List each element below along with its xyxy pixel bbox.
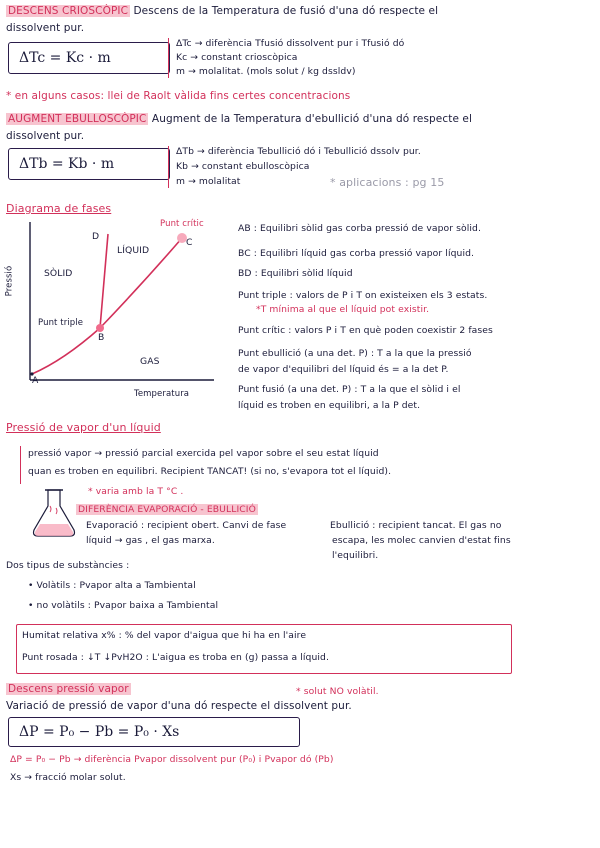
crioscopic-formula: ΔTc = Kc · m <box>8 42 170 74</box>
dos-tipus: Dos tipus de substàncies : <box>6 560 130 571</box>
crioscopic-legend-2: Kc → constant crioscòpica <box>176 52 298 63</box>
tipus-volatils: • Volàtils : Pvapor alta a Tambiental <box>28 580 196 591</box>
fase-item-bd: BD : Equilibri sòlid líquid <box>238 268 353 279</box>
ebulloscopic-title: AUGMENT EBULLOSCÒPIC <box>8 113 147 125</box>
ebulloscopic-formula: ΔTb = Kb · m <box>8 148 170 180</box>
flask-drawing <box>28 486 80 542</box>
ebullicio-line1: Ebullició : recipient tancat. El gas no <box>330 520 502 531</box>
descens-pressio-line1: Variació de pressió de vapor d'una dó respecte el dissolvent pur. <box>6 700 352 712</box>
descens-pressio-title: Descens pressió vapor <box>8 683 129 695</box>
label-pressio: Pressió <box>4 265 15 297</box>
solut-no-volatil: * solut NO volàtil. <box>296 686 379 697</box>
evaporacio-line2: líquid → gas , el gas marxa. <box>86 535 215 546</box>
pressio-vapor-line2: quan es troben en equilibri. Recipient TANCAT! (si no, s'evapora tot el líquid). <box>28 466 392 477</box>
label-b: B <box>98 332 105 343</box>
fase-item-fusio-2: líquid es troben en equilibri, a la P det. <box>238 400 421 411</box>
crioscopic-note: * en alguns casos: llei de Raolt vàlida fins certes concentracions <box>6 90 351 102</box>
punt-rosada: Punt rosada : ↓T ↓PvH2O : L'aigua es troba en (g) passa a líquid. <box>22 652 329 663</box>
diagrama-title: Diagrama de fases <box>6 202 112 215</box>
diferencia-title: DIFERÈNCIA EVAPORACIÓ - EBULLICIÓ <box>78 504 256 515</box>
label-gas: GAS <box>140 356 160 367</box>
ebulloscopic-legend-3: m → molalitat <box>176 176 241 187</box>
aplicacions-pencil: * aplicacions : pg 15 <box>330 176 445 189</box>
fase-item-fusio-1: Punt fusió (a una det. P) : T a la que el sòlid i el <box>238 384 461 395</box>
label-punt-critic: Punt crític <box>160 219 204 229</box>
tipus-no-volatils: • no volàtils : Pvapor baixa a Tambiental <box>28 600 219 611</box>
crioscopic-legend-3: m → molalitat. (mols solut / kg dssldv) <box>176 66 356 77</box>
ebulloscopic-legend-2: Kb → constant ebulloscòpica <box>176 161 310 172</box>
label-d: D <box>92 231 100 242</box>
ebullicio-line2: escapa, les molec canvien d'estat fins <box>332 535 511 546</box>
label-liquid: LÍQUID <box>117 245 150 256</box>
label-c: C <box>186 237 193 248</box>
fase-item-critic: Punt crític : valors P i T en què poden coexistir 2 fases <box>238 325 493 336</box>
fase-item-ebullicio-2: de vapor d'equilibri del líquid és = a la det P. <box>238 364 449 375</box>
ebulloscopic-line2: dissolvent pur. <box>6 130 85 142</box>
humitat-relativa: Humitat relativa x% : % del vapor d'aigua que hi ha en l'aire <box>22 630 307 641</box>
crioscopic-line1: Descens de la Temperatura de fusió d'una dó respecte el <box>133 5 439 17</box>
crioscopic-line2: dissolvent pur. <box>6 22 85 34</box>
evaporacio-line1: Evaporació : recipient obert. Canvi de fase <box>86 520 287 531</box>
pressio-vapor-title: Pressió de vapor d'un líquid <box>6 421 161 434</box>
pressio-vapor-line1: pressió vapor → pressió parcial exercida pel vapor sobre el seu estat líquid <box>28 448 379 459</box>
descens-pressio-formula: ΔP = P₀ − Pb = P₀ · Xs <box>8 717 300 747</box>
label-a: A <box>32 375 39 386</box>
fase-item-ab: AB : Equilibri sòlid gas corba pressió de vapor sòlid. <box>238 223 482 234</box>
label-solid: SÒLID <box>44 268 73 279</box>
crioscopic-title: DESCENS CRIOSCÒPIC <box>8 5 129 17</box>
fase-item-triple: Punt triple : valors de P i T on existeixen els 3 estats. <box>238 290 488 301</box>
ebullicio-line3: l'equilibri. <box>332 550 379 561</box>
descens-pressio-l2: Xs → fracció molar solut. <box>10 772 126 783</box>
descens-pressio-l1: ΔP = P₀ − Pb → diferència Pvapor dissolvent pur (P₀) i Pvapor dó (Pb) <box>10 754 334 765</box>
label-temperatura: Temperatura <box>134 389 190 399</box>
ebulloscopic-line1: Augment de la Temperatura d'ebullició d'una dó respecte el <box>151 113 473 125</box>
fase-item-ebullicio-1: Punt ebullició (a una det. P) : T a la que la pressió <box>238 348 472 359</box>
fase-item-tmin: *T mínima al que el líquid pot existir. <box>256 304 430 315</box>
varia-temperatura: * varia amb la T °C . <box>88 486 184 497</box>
fase-item-bc: BC : Equilibri líquid gas corba pressió vapor líquid. <box>238 248 475 259</box>
crioscopic-legend-1: ΔTc → diferència Tfusió dissolvent pur i Tfusió dó <box>176 38 405 49</box>
ebulloscopic-legend-1: ΔTb → diferència Tebullició dó i Tebullició dssolv pur. <box>176 146 421 157</box>
label-punt-triple: Punt triple <box>38 318 84 328</box>
